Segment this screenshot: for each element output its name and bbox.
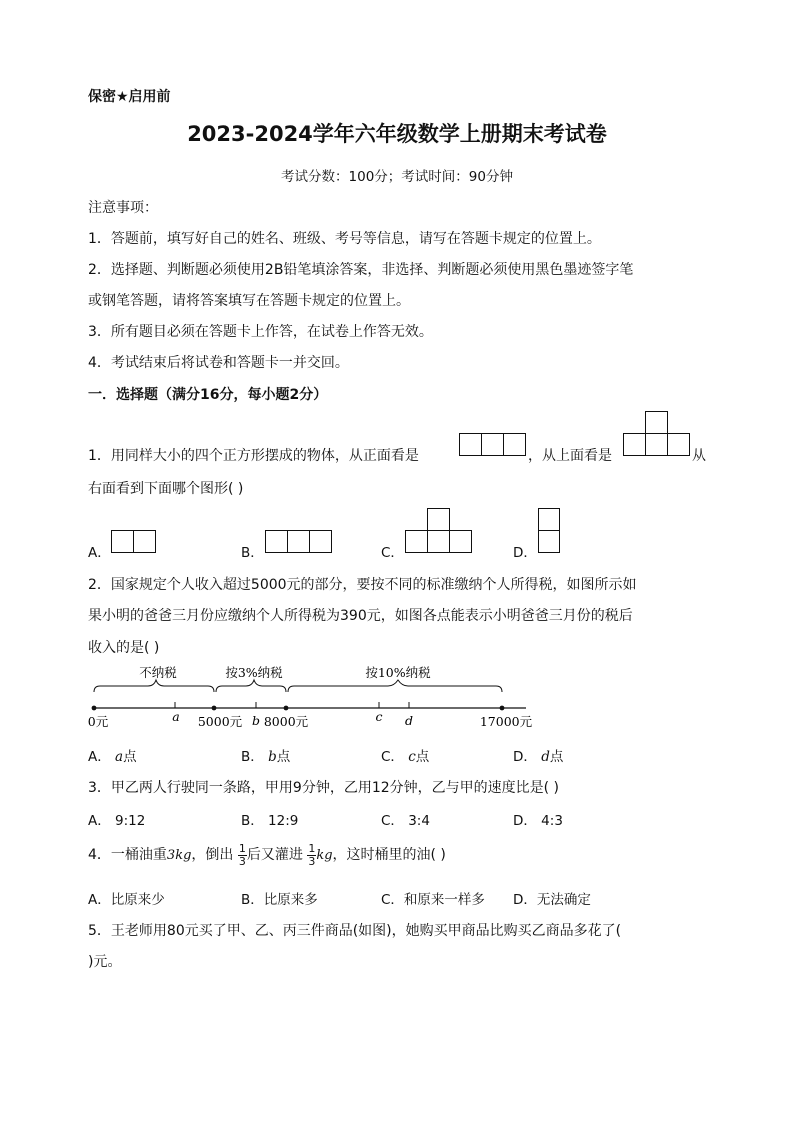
q4-fraction-1: $\frac{1}{3}$ [238,841,246,868]
note-2b: 或钢笔答题，请将答案填写在答题卡规定的位置上。 [88,293,410,309]
q1-option-a-label: A． [88,545,111,561]
q2-option-a: A． a点 [88,749,137,765]
brace-label-no-tax: 不纳税 [139,665,177,680]
point-17000 [500,706,505,711]
notes-heading: 注意事项： [88,200,158,216]
note-3: 3．所有题目必须在答题卡上作答，在试卷上作答无效。 [88,324,433,340]
brace-10-percent [288,680,502,692]
q2-line3: 收入的是( ) [88,640,160,656]
exam-subtitle: 考试分数：100分；考试时间：90分钟 [281,169,513,185]
q4-option-a: A．比原来少 [88,892,165,908]
label-c: c [375,709,383,724]
q2-option-d: D． d点 [513,749,564,765]
q5-line1: 5．王老师用80元买了甲、乙、丙三件商品(如图)，她购买甲商品比购买乙商品多花了( [88,923,622,939]
q3-line1: 3．甲乙两人行驶同一条路，甲用9分钟，乙用12分钟，乙与甲的速度比是( ) [88,780,560,796]
note-2a: 2．选择题、判断题必须使用2B铅笔填涂答案，非选择、判断题必须使用黑色墨迹签字笔 [88,262,634,278]
q1-part1: 1．用同样大小的四个正方形摆成的物体，从正面看是 [88,448,419,464]
confidential-label: 保密★启用前 [88,89,171,105]
q3-option-d: D． 4:3 [513,813,563,829]
q4-option-d: D．无法确定 [513,892,591,908]
note-1: 1．答题前，填写好自己的姓名、班级、考号等信息，请写在答题卡规定的位置上。 [88,231,601,247]
brace-3-percent [216,680,286,692]
q2-tax-number-line [80,660,550,732]
point-5000 [212,706,217,711]
q4-line1: 4．一桶油重3kg，倒出 $\frac{1}{3}$ 后又灌进 $\frac{1}{3}$ kg，这时桶里的油( ) [88,841,446,868]
label-a: a [172,709,180,724]
label-8000: 8000元 [263,714,309,729]
q2-line1: 2．国家规定个人收入超过5000元的部分，要按不同的标准缴纳个人所得税，如图所示如 [88,577,637,593]
q4-option-b: B．比原来多 [241,892,318,908]
q1-part3: 从 [692,448,706,464]
point-0 [92,706,97,711]
q1-part2: ，从上面看是 [528,448,612,464]
q1-option-b-label: B． [241,545,264,561]
q1-option-d-label: D． [513,545,537,561]
label-b: b [251,713,261,728]
q1-line2: 右面看到下面哪个图形( ) [88,481,244,497]
q2-line2: 果小明的爸爸三月份应缴纳个人所得税为390元，如图各点能表示小明爸爸三月份的税后 [88,608,633,624]
label-d: d [404,713,414,728]
exam-title: 2023-2024学年六年级数学上册期末考试卷 [187,122,607,146]
q1-option-c-label: C． [381,545,404,561]
q3-option-c: C． 3:4 [381,813,430,829]
q2-option-c: C． c点 [381,749,430,765]
label-17000: 17000元 [479,714,533,729]
brace-no-tax [94,680,214,692]
brace-label-10-percent: 按10%纳税 [365,665,431,680]
q4-option-c: C．和原来一样多 [381,892,485,908]
note-4: 4．考试结束后将试卷和答题卡一并交回。 [88,355,349,371]
q4-fraction-2: $\frac{1}{3}$ [308,841,316,868]
section-1-heading: 一．选择题（满分16分，每小题2分） [88,387,328,403]
q5-line2: )元。 [88,954,122,970]
label-0: 0元 [87,714,109,729]
q3-option-b: B． 12:9 [241,813,299,829]
label-5000: 5000元 [197,714,243,729]
point-8000 [284,706,289,711]
q2-option-b: B． b点 [241,749,291,765]
q3-option-a: A． 9:12 [88,813,146,829]
brace-label-3-percent: 按3%纳税 [225,665,283,680]
